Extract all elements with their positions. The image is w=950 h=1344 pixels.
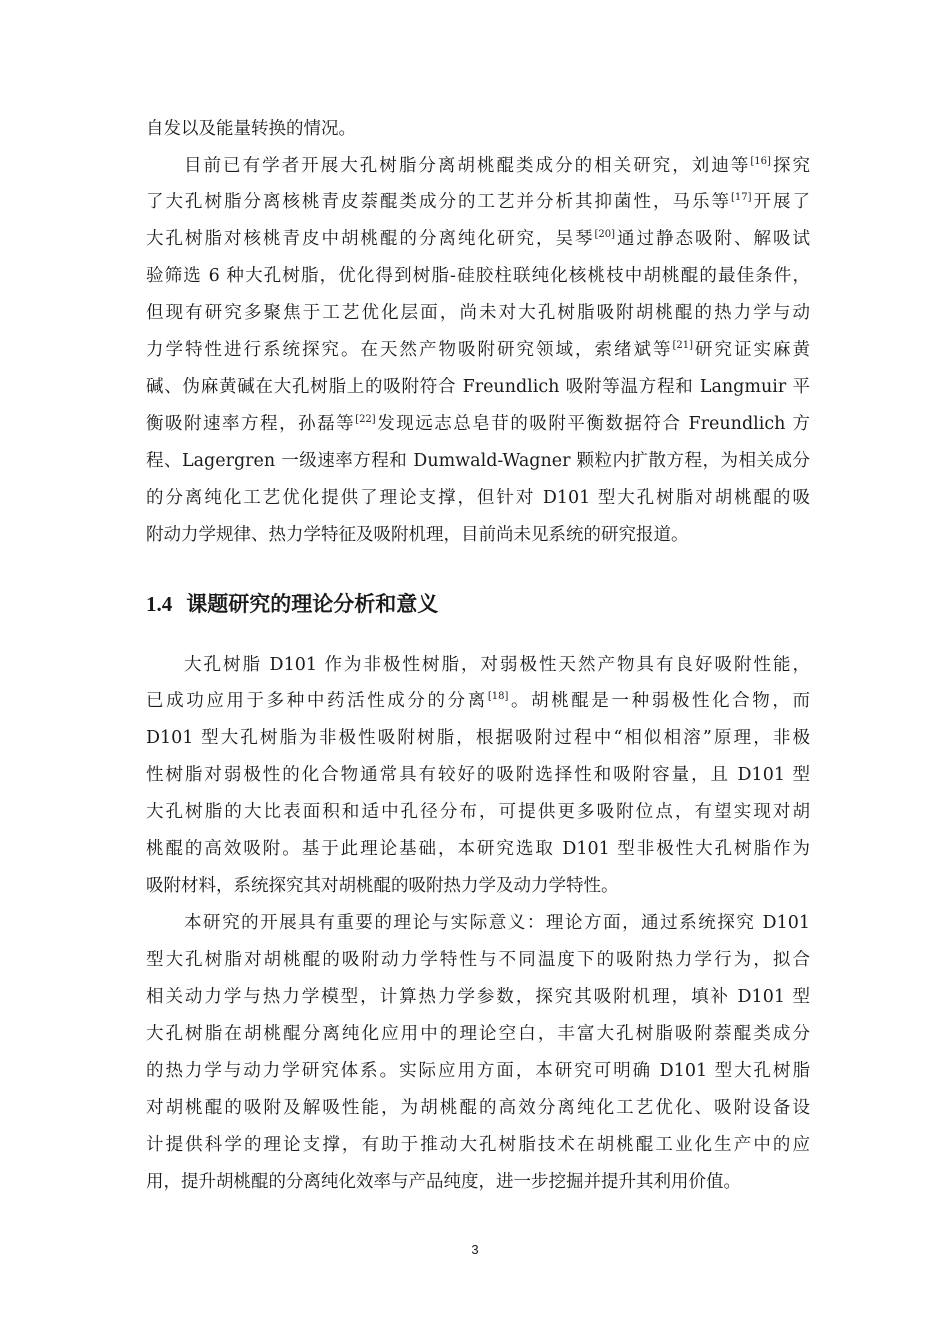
paragraph-line: 桃醌的高效吸附。基于此理论基础，本研究选取 D101 型非极性大孔树脂作为 <box>146 839 810 859</box>
paragraph-line: 自发以及能量转换的情况。 <box>146 119 356 139</box>
paragraph-line: 计提供科学的理论支撑，有助于推动大孔树脂技术在胡桃醌工业化生产中的应 <box>146 1135 810 1155</box>
paragraph-line: 验筛选 6 种大孔树脂，优化得到树脂-硅胶柱联纯化核桃枝中胡桃醌的最佳条件， <box>146 266 810 286</box>
paragraph-line: 衡吸附速率方程，孙磊等[22]发现远志总皂苷的吸附平衡数据符合 Freundlich 方 <box>146 414 810 434</box>
paragraph-line: 吸附材料，系统探究其对胡桃醌的吸附热力学及动力学特性。 <box>146 876 619 896</box>
paragraph-line: 目前已有学者开展大孔树脂分离胡桃醌类成分的相关研究，刘迪等[16]探究 <box>184 156 810 176</box>
paragraph-line: 已成功应用于多种中药活性成分的分离[18]。胡桃醌是一种弱极性化合物，而 <box>146 691 810 711</box>
paragraph-line: 型大孔树脂对胡桃醌的吸附动力学特性与不同温度下的吸附热力学行为，拟合 <box>146 950 810 970</box>
paragraph-line: 大孔树脂对核桃青皮中胡桃醌的分离纯化研究，吴琴[20]通过静态吸附、解吸试 <box>146 229 811 249</box>
paragraph-line: 大孔树脂 D101 作为非极性树脂，对弱极性天然产物具有良好吸附性能， <box>184 655 810 675</box>
citation: [21] <box>672 340 694 351</box>
paragraph-line: 力学特性进行系统探究。在天然产物吸附研究领域，索绪斌等[21]研究证实麻黄 <box>146 340 811 360</box>
paragraph-line: 大孔树脂的大比表面积和适中孔径分布，可提供更多吸附位点，有望实现对胡 <box>146 802 810 822</box>
section-heading <box>146 588 438 618</box>
paragraph-line: 但现有研究多聚焦于工艺优化层面，尚未对大孔树脂吸附胡桃醌的热力学与动 <box>146 303 810 323</box>
paragraph-line: D101 型大孔树脂为非极性吸附树脂，根据吸附过程中“相似相溶”原理，非极 <box>146 728 810 748</box>
paragraph-line: 程、Lagergren 一级速率方程和 Dumwald-Wagner 颗粒内扩散方程，为相关成分 <box>146 451 810 471</box>
citation: [18] <box>487 691 509 702</box>
paragraph-line: 性树脂对弱极性的化合物通常具有较好的吸附选择性和吸附容量，且 D101 型 <box>146 765 810 785</box>
paragraph-line: 用，提升胡桃醌的分离纯化效率与产品纯度，进一步挖掘并提升其利用价值。 <box>146 1172 741 1192</box>
paragraph-line: 相关动力学与热力学模型，计算热力学参数，探究其吸附机理，填补 D101 型 <box>146 987 810 1007</box>
paragraph-line: 碱、伪麻黄碱在大孔树脂上的吸附符合 Freundlich 吸附等温方程和 Langmuir 平 <box>146 377 810 397</box>
citation: [16] <box>750 156 771 167</box>
citation: [17] <box>730 192 752 203</box>
section-title: 课题研究的理论分析和意义 <box>186 592 439 616</box>
paragraph-line: 的热力学与动力学研究体系。实际应用方面，本研究可明确 D101 型大孔树脂 <box>146 1061 810 1081</box>
paragraph-line: 对胡桃醌的吸附及解吸性能，为胡桃醌的高效分离纯化工艺优化、吸附设备设 <box>146 1098 810 1118</box>
paragraph-line: 了大孔树脂分离核桃青皮萘醌类成分的工艺并分析其抑菌性，马乐等[17]开展了 <box>146 192 811 212</box>
section-number: 1.4 <box>146 592 173 616</box>
page-number: 3 <box>471 1242 479 1257</box>
paragraph-line: 本研究的开展具有重要的理论与实际意义：理论方面，通过系统探究 D101 <box>184 913 810 933</box>
citation: [22] <box>355 414 376 425</box>
citation: [20] <box>594 229 616 240</box>
paragraph-line: 附动力学规律、热力学特征及吸附机理，目前尚未见系统的研究报道。 <box>146 525 689 545</box>
paragraph-line: 大孔树脂在胡桃醌分离纯化应用中的理论空白，丰富大孔树脂吸附萘醌类成分 <box>146 1024 810 1044</box>
paragraph-line: 的分离纯化工艺优化提供了理论支撑，但针对 D101 型大孔树脂对胡桃醌的吸 <box>146 488 810 508</box>
